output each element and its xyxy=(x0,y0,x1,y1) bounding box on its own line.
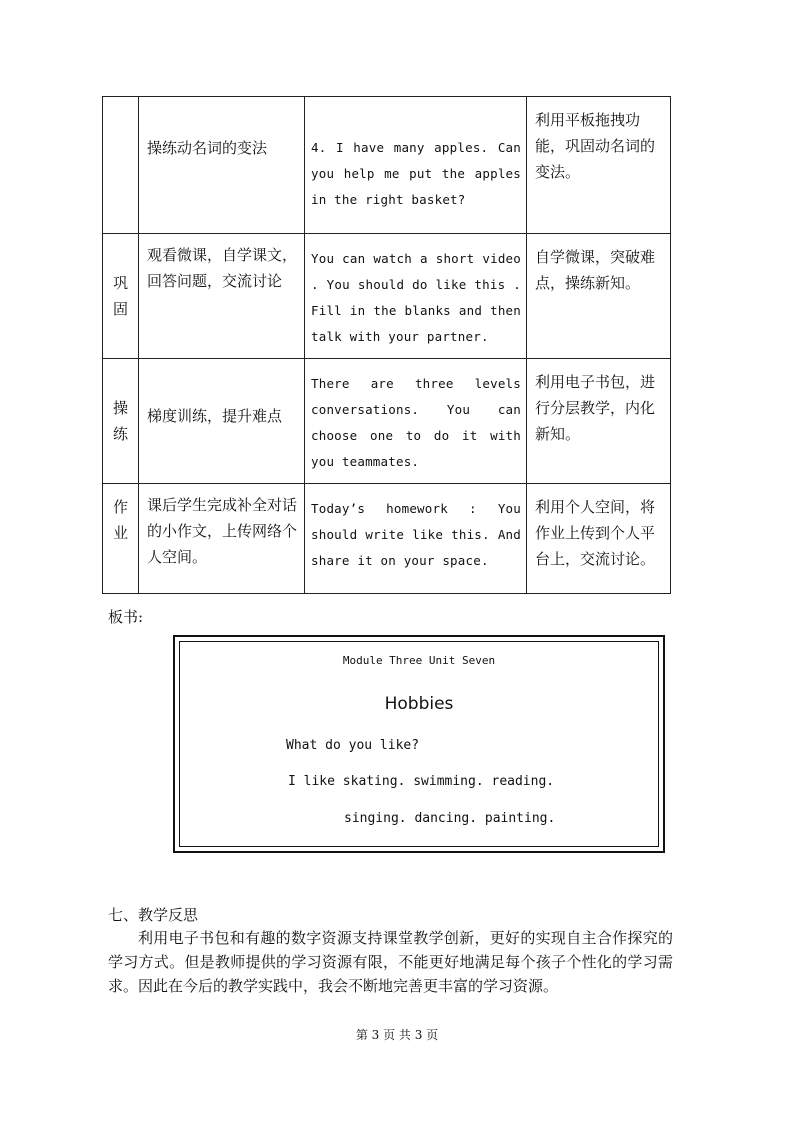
blackboard-frame xyxy=(173,635,665,853)
activity-text: 梯度训练，提升难点 xyxy=(147,407,283,425)
table-row xyxy=(103,234,671,359)
stage-cell xyxy=(103,97,139,234)
stage-cell xyxy=(103,484,139,594)
page-number: 第 3 页 共 3 页 xyxy=(355,1028,439,1042)
activity-text: 观看微课，自学课文，回答问题，交流讨论 xyxy=(147,246,298,290)
activity-cell xyxy=(139,484,305,594)
note-text: 自学微课，突破难点，操练新知。 xyxy=(535,248,656,292)
english-cell xyxy=(305,97,527,234)
note-cell xyxy=(527,484,671,594)
activity-cell xyxy=(139,359,305,484)
english-cell xyxy=(305,234,527,359)
blackboard-line: I like skating. swimming. reading. xyxy=(288,774,555,789)
table-row xyxy=(103,484,671,594)
blackboard-line: What do you like? xyxy=(286,738,420,753)
activity-cell xyxy=(139,234,305,359)
english-text: There are three levels conversations. You can choose one to do it with you teammates. xyxy=(311,376,521,469)
english-cell xyxy=(305,359,527,484)
blackboard-label: 板书: xyxy=(108,608,144,626)
section-heading: 七、教学反思 xyxy=(108,906,199,924)
note-cell xyxy=(527,234,671,359)
activity-cell xyxy=(139,97,305,234)
blackboard-inner-frame xyxy=(179,641,659,847)
english-text: 4. I have many apples. Can you help me put the apples in the right basket? xyxy=(311,140,521,207)
stage-cell xyxy=(103,359,139,484)
english-text: Today’s homework : You should write like this. And share it on your space. xyxy=(311,501,521,568)
activity-text: 操练动名词的变法 xyxy=(147,139,268,157)
table-row xyxy=(103,97,671,234)
note-cell xyxy=(527,97,671,234)
note-text: 利用平板拖拽功能，巩固动名词的变法。 xyxy=(535,111,656,181)
stage-text: 操练 xyxy=(112,399,128,443)
reflection-paragraph: 利用电子书包和有趣的数字资源支持课堂教学创新，更好的实现自主合作探究的学习方式。但是教师提供的学习资源有限，不能更好地满足每个孩子个性化的学习需求。因此在今后的教学实践中，我会不断地完善更丰富的学习资源。 xyxy=(108,929,673,995)
note-text: 利用电子书包，进行分层教学，内化新知。 xyxy=(535,373,656,443)
english-text: You can watch a short video . You should do like this . Fill in the blanks and then talk with your partner. xyxy=(311,251,521,344)
blackboard-title: Hobbies xyxy=(384,694,454,714)
table-row xyxy=(103,359,671,484)
stage-cell xyxy=(103,234,139,359)
blackboard-line: singing. dancing. painting. xyxy=(344,811,556,826)
stage-text: 巩固 xyxy=(112,274,128,318)
blackboard-heading: Module Three Unit Seven xyxy=(342,654,496,667)
stage-text: 作业 xyxy=(112,498,128,542)
note-cell xyxy=(527,359,671,484)
english-cell xyxy=(305,484,527,594)
note-text: 利用个人空间，将作业上传到个人平台上，交流讨论。 xyxy=(535,498,656,568)
activity-text: 课后学生完成补全对话的小作文，上传网络个人空间。 xyxy=(147,496,298,566)
lesson-plan-table xyxy=(102,96,671,594)
